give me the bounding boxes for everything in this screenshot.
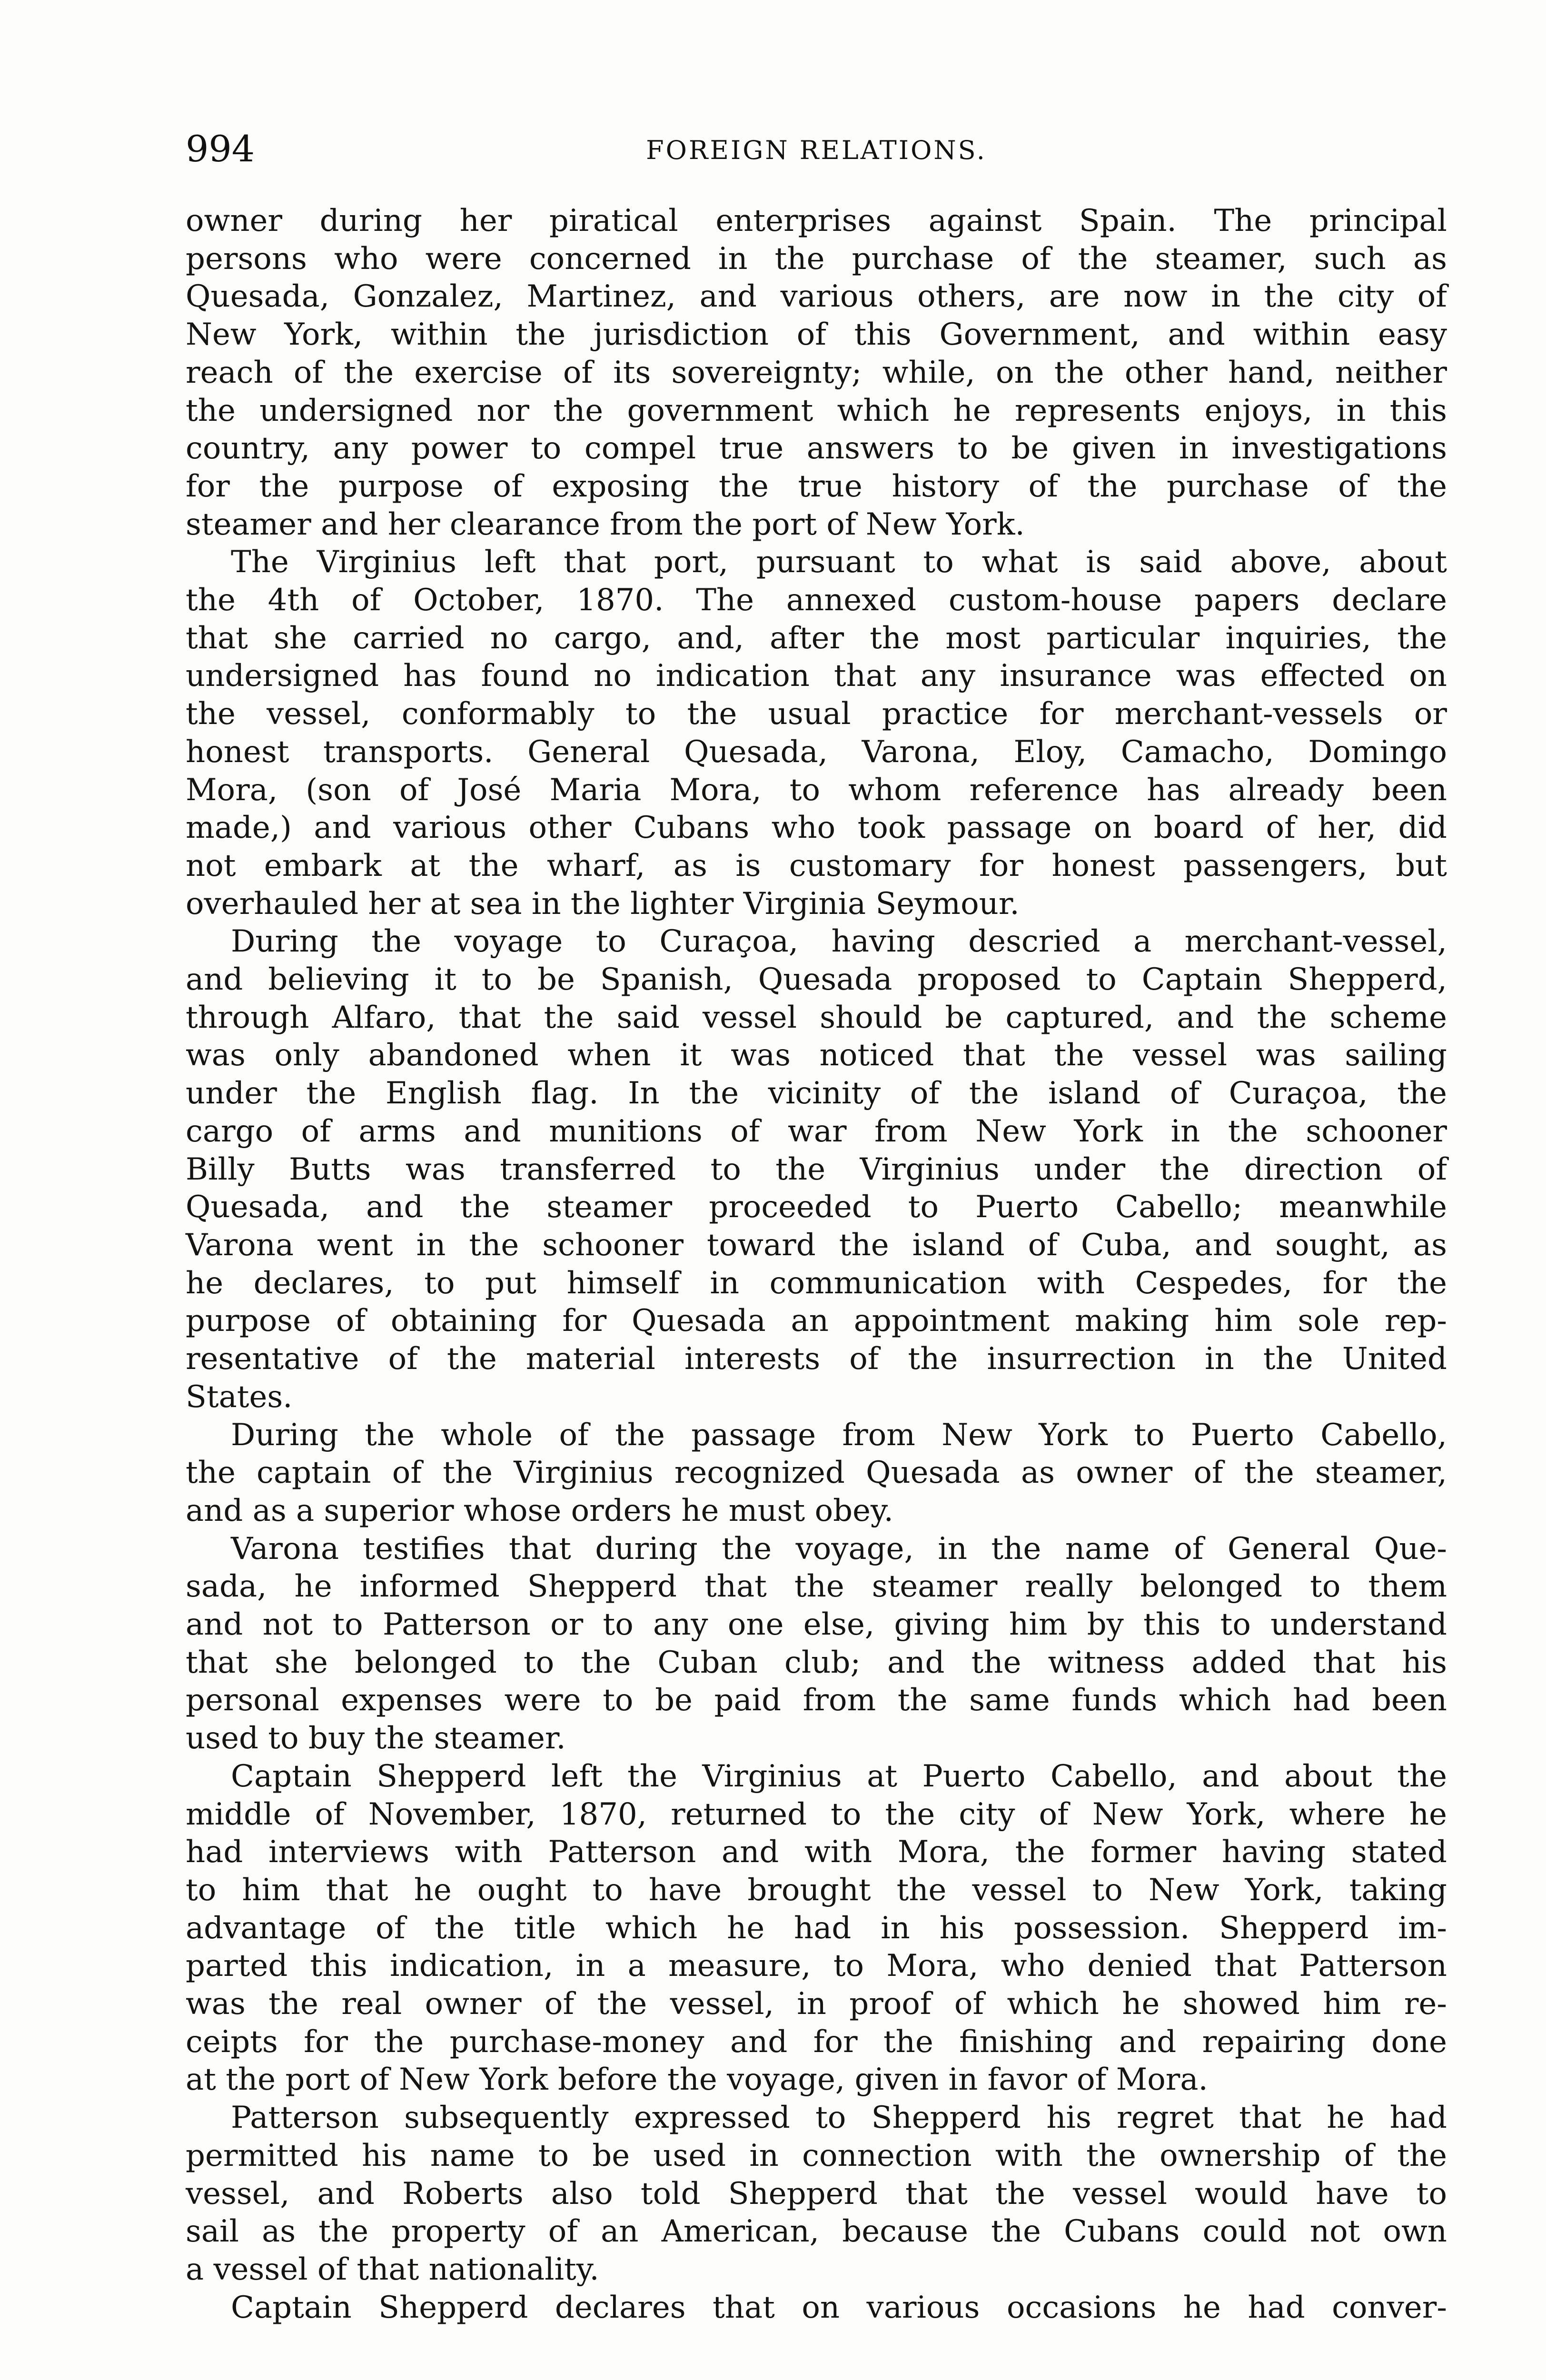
paragraph [186,923,1447,1416]
text-line: he declares, to put himself in communication with Cespedes, for the [186,1265,1447,1301]
text-line: cargo of arms and munitions of war from New York in the schooner [186,1113,1447,1149]
text-line: Patterson subsequently expressed to Shepperd his regret that he had [231,2100,1447,2136]
text-line: was the real owner of the vessel, in proof of which he showed him re- [186,1986,1447,2022]
text-line: resentative of the material interests of the insurrection in the United [186,1341,1447,1377]
text-line: for the purpose of exposing the true history of the purchase of the [186,468,1447,504]
paragraph [186,1530,1447,1758]
text-line: overhauled her at sea in the lighter Virginia Seymour. [186,886,1020,922]
paragraph [186,2289,1447,2327]
text-line: Varona testifies that during the voyage, in the name of General Que- [231,1531,1447,1567]
text-line: vessel, and Roberts also told Shepperd that the vessel would have to [186,2176,1447,2211]
text-line: Varona went in the schooner toward the island of Cuba, and sought, as [186,1227,1447,1263]
paragraph [186,2099,1447,2289]
text-line: During the whole of the passage from New York to Puerto Cabello, [231,1417,1447,1453]
paragraph [186,1417,1447,1530]
text-line: steamer and her clearance from the port of New York. [186,506,1025,542]
text-line: permitted his name to be used in connection with the ownership of the [186,2138,1447,2173]
text-line: country, any power to compel true answers to be given in investigations [186,431,1447,466]
text-line: parted this indication, in a measure, to Mora, who denied that Patterson [186,1948,1447,1984]
text-line: advantage of the title which he had in his possession. Shepperd im- [186,1910,1447,1946]
text-line: The Virginius left that port, pursuant to what is said above, about [231,545,1447,580]
text-line: the vessel, conformably to the usual practice for merchant-vessels or [186,696,1447,732]
text-line: and as a superior whose orders he must obey. [186,1493,893,1528]
text-line: honest transports. General Quesada, Varona, Eloy, Camacho, Domingo [186,734,1447,770]
text-line: States. [186,1379,293,1415]
paragraph [186,1758,1447,2099]
text-line: During the voyage to Curaçoa, having descried a merchant-vessel, [231,924,1447,960]
text-line: persons who were concerned in the purchase of the steamer, such as [186,241,1447,277]
text-line: through Alfaro, that the said vessel should be captured, and the scheme [186,1000,1447,1035]
text-line: made,) and various other Cubans who took passage on board of her, did [186,810,1447,846]
text-line: used to buy the steamer. [186,1721,566,1756]
text-line: the undersigned nor the government which he represents enjoys, in this [186,393,1447,428]
text-line: Captain Shepperd declares that on various occasions he had conver- [231,2290,1447,2325]
text-line: to him that he ought to have brought the vessel to New York, taking [186,1872,1447,1908]
page-number: 994 [186,128,255,170]
text-line: at the port of New York before the voyage, given in favor of Mora. [186,2062,1208,2098]
text-line: Quesada, and the steamer proceeded to Puerto Cabello; meanwhile [186,1190,1447,1225]
text-line: that she belonged to the Cuban club; and the witness added that his [186,1645,1447,1680]
text-line: sada, he informed Shepperd that the steamer really belonged to them [186,1569,1447,1605]
running-title: FOREIGN RELATIONS. [646,135,987,165]
text-line: Billy Butts was transferred to the Virginius under the direction of [186,1151,1447,1187]
paragraph [186,544,1447,923]
text-line: the 4th of October, 1870. The annexed custom-house papers declare [186,583,1447,618]
text-line: sail as the property of an American, because the Cubans could not own [186,2214,1447,2250]
text-line: undersigned has found no indication that any insurance was effected on [186,658,1447,694]
text-line: not embark at the wharf, as is customary for honest passengers, but [186,848,1447,883]
text-line: the captain of the Virginius recognized Quesada as owner of the steamer, [186,1455,1447,1491]
text-line: New York, within the jurisdiction of this Government, and within easy [186,317,1447,353]
text-line: Captain Shepperd left the Virginius at Puerto Cabello, and about the [231,1758,1447,1794]
paragraph [186,202,1447,544]
text-line: under the English flag. In the vicinity of the island of Curaçoa, the [186,1076,1447,1111]
text-line: had interviews with Patterson and with Mora, the former having stated [186,1835,1447,1870]
text-line: reach of the exercise of its sovereignty; while, on the other hand, neither [186,355,1447,390]
text-line: owner during her piratical enterprises against Spain. The principal [186,203,1447,238]
body-text [186,202,1447,2327]
text-line: and believing it to be Spanish, Quesada proposed to Captain Shepperd, [186,962,1447,998]
text-line: and not to Patterson or to any one else, giving him by this to understand [186,1607,1447,1643]
text-line: a vessel of that nationality. [186,2251,599,2287]
text-line: was only abandoned when it was noticed that the vessel was sailing [186,1038,1447,1073]
text-line: ceipts for the purchase-money and for the finishing and repairing done [186,2024,1447,2060]
text-line: Quesada, Gonzalez, Martinez, and various others, are now in the city of [186,279,1447,315]
text-line: personal expenses were to be paid from the same funds which had been [186,1683,1447,1718]
text-line: middle of November, 1870, returned to the city of New York, where he [186,1796,1447,1832]
text-line: purpose of obtaining for Quesada an appointment making him sole rep- [186,1303,1447,1339]
text-line: that she carried no cargo, and, after the most particular inquiries, the [186,620,1447,656]
text-line: Mora, (son of José Maria Mora, to whom reference has already been [186,772,1447,808]
page-header [186,128,1447,170]
